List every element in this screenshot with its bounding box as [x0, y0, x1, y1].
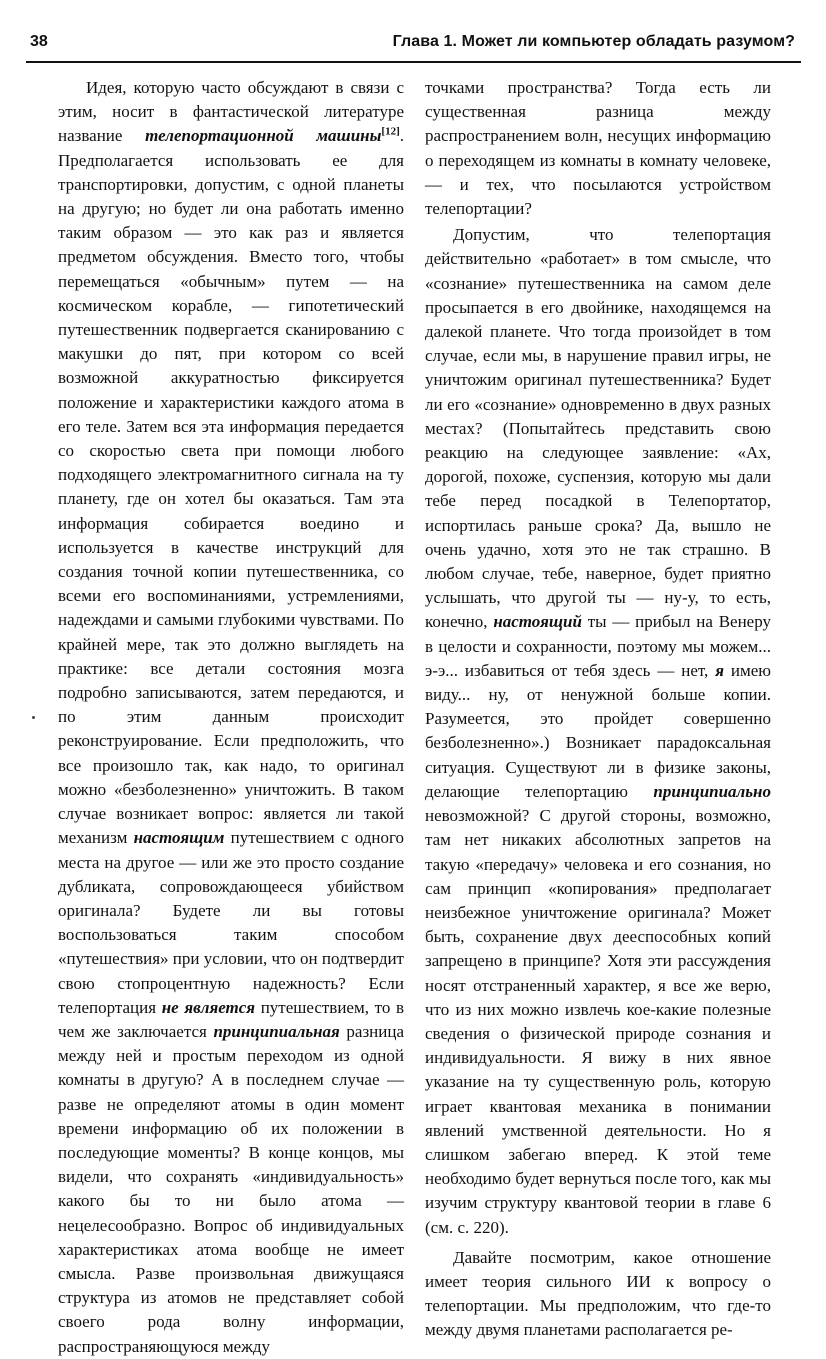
running-title: Глава 1. Может ли компьютер обладать разумом? [392, 33, 795, 50]
text-run: разница между ней и простым переходом из одной комнаты в другую? А в последнем случае — разве не определяют атомы в один момент времени информацию об их положении в последующие моменты? В конце концов, мы видели, что сохранять «индивидуальность» какого бы то ни было атома — нецелесообразно. Вопрос об индивидуальных характеристиках атома вообще не имеет смысла. Разве произвольная движущаяся структура из атомов не представляет собой своего рода волну информации, распространяющуюся между [58, 1021, 404, 1356]
emphasis: принципиальная [213, 1021, 340, 1041]
margin-mark [32, 716, 35, 719]
reference-marker: [12] [381, 125, 400, 138]
emphasis: я [715, 660, 724, 680]
paragraph-continuation: точками пространства? Тогда есть ли существенная разница между распространением волн, несущих информацию о переходящем из комнаты в комнату человеке, — и тех, что посылаются устройством телепортации? [425, 78, 771, 219]
text-run: путешествием с одного места на другое — или же это просто создание дубликата, сопровождающееся убийством оригинала? Будете ли вы готовы воспользоваться таким способом «путешествия» при условии, что он подтвердит свою стопроцентную надежность? Если телепортация [58, 828, 404, 1017]
emphasis: настоящий [493, 612, 582, 632]
right-column [425, 76, 771, 1340]
emphasis: принципиально [653, 781, 771, 801]
paragraph-consciousness-duplicate [425, 223, 771, 1240]
running-header [26, 27, 801, 63]
text-run: Допустим, что телепортация действительно «работает» в том смысле, что «сознание» путешественника на самом деле просыпается в его двойнике, находящемся на далекой планете. Что тогда произойдет в том случае, если мы, в нарушение правил игры, не уничтожим оригинал путешественника? Будет ли его «сознание» одновременно в двух разных местах? (Попытайтесь представить свою реакцию на следующее заявление: «Ах, дорогой, похоже, суспензия, которую мы дали тебе перед посадкой в Телепортатор, испортилась раньше срока? Да, вышло не очень удачно, хотя это не так страшно. В любом случае, тебе, наверное, будет приятно услышать, что другой ты — ну-у, то есть, конечно, [425, 225, 771, 632]
text-run: путешествием, то в чем же заключается [58, 997, 405, 1041]
text-run: ты — прибыл на Венеру в целости и сохранности, поэтому мы можем... э-э... избавиться от тебя здесь — нет, [425, 612, 771, 680]
paragraph-teleportation-intro [58, 76, 404, 1359]
text-run: имею виду... ну, от ненужной больше копии. Разумеется, это пройдет совершенно безболезненно».) Возникает парадоксальная ситуация. Существуют ли в физике законы, делающие телепортацию [425, 660, 771, 801]
paragraph-strong-ai: Давайте посмотрим, какое отношение имеет теория сильного ИИ к вопросу о телепортации. Мы предположим, что где-то между двумя планетами располагается ре- [425, 1247, 771, 1340]
emphasis: не является [161, 997, 256, 1017]
page-number: 38 [30, 33, 48, 50]
text-run: Идея, которую часто обсуждают в связи с этим, носит в фантастической литературе название [58, 78, 404, 146]
text-run: невозможной? С другой стороны, возможно, там нет никаких абсолютных запретов на такую «передачу» человека и его сознания, но сам принцип «копирования» предполагает неизбежное уничтожение оригинала? Может быть, сохранение двух дееспособных копий запрещено в принципе? Хотя эти рассуждения носят отстраненный характер, я все же верю, что из них можно извлечь кое-какие полезные сведения о физической природе сознания и индивидуальности. Я вижу в них явное указание на ту существенную роль, которую играет квантовая механика в понимании явлений умственной деятельности. Но я слишком забегаю вперед. К этой теме необходимо будет вернуться после того, как мы изучим структуру квантовой теории в главе 6 (см. с. 220). [425, 806, 771, 1237]
emphasis: настоящим [133, 828, 225, 848]
text-run: . Предполагается использовать ее для транспортировки, допустим, с одной планеты на другую; но будет ли она работать именно таким образом — это как раз и является предметом обсуждения. Вместо того, чтобы перемещаться «обычным» путем — на космическом корабле, — гипотетический путешественник подвергается сканированию с макушки до пят, при котором со всей возможной аккуратностью фиксируется положение и характеристики каждого атома в его теле. Затем вся эта информация передается со скоростью света при помощи любого подходящего электромагнитного сигнала на ту планету, где он хотел бы оказаться. Там эта информация собирается воедино и используется в качестве инструкций для создания точной копии путешественника, со всеми его воспоминаниями, устремлениями, надеждами и самыми глубокими чувствами. По крайней мере, так это должно выглядеть на практике: все детали состояния мозга подробно записываются, затем передаются, и по этим данным происходит реконструирование. Если предположить, что все произошло так, как надо, то оригинал можно «безболезненно» уничтожить. В таком случае возникает вопрос: является ли такой механизм [58, 126, 404, 848]
left-column [58, 76, 405, 1356]
emphasis: телепортационной машины [145, 126, 382, 146]
